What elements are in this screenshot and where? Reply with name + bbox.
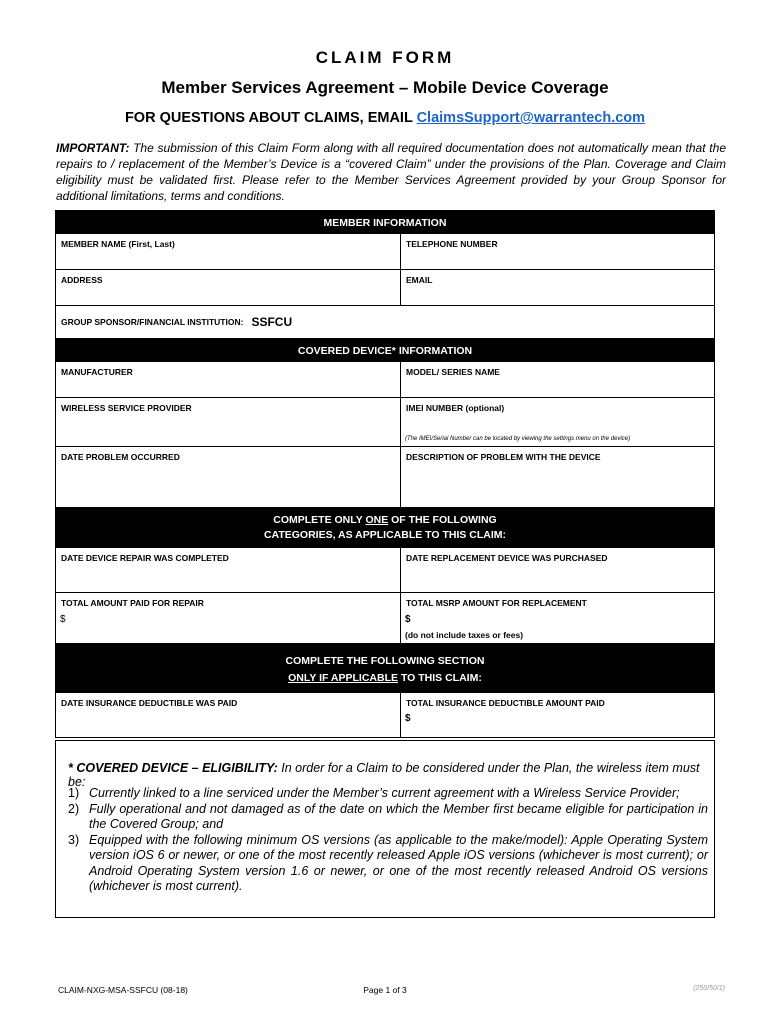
telephone-label: TELEPHONE NUMBER (406, 239, 498, 249)
deductible-date-label: DATE INSURANCE DEDUCTIBLE WAS PAID (61, 698, 238, 708)
deductible-amount-label: TOTAL INSURANCE DEDUCTIBLE AMOUNT PAID (406, 698, 605, 708)
eligibility-box (55, 740, 715, 918)
email-field[interactable] (401, 270, 714, 305)
eligibility-intro: In order for a Claim to be considered under the Plan, the wireless item must be: (68, 761, 700, 789)
deductible-amount-field[interactable] (401, 693, 714, 737)
member-name-label: MEMBER NAME (First, Last) (61, 239, 175, 249)
replacement-date-field[interactable] (401, 548, 714, 592)
list-item: 1) Currently linked to a line serviced under the Member’s current agreement with a Wireless Service Provider; (68, 786, 680, 800)
repair-date-field[interactable] (56, 548, 401, 592)
member-information-header: MEMBER INFORMATION (56, 211, 714, 234)
wireless-provider-label: WIRELESS SERVICE PROVIDER (61, 403, 192, 413)
problem-description-label: DESCRIPTION OF PROBLEM WITH THE DEVICE (406, 452, 601, 462)
claims-email-link[interactable]: ClaimsSupport@warrantech.com (416, 110, 646, 126)
list-item: 3) Equipped with the following minimum OS versions (as applicable to the make/model): Apple Operating System version iOS 6 or newer, or one of the most recently released Apple iOS versions (whichever is most current); or Android Operating System version 1.6 or newer, or one of the most recently released Android OS versions (whichever is most current). (68, 832, 708, 893)
msrp-note: (do not include taxes or fees) (405, 630, 524, 640)
form-title: CLAIM FORM (315, 48, 455, 67)
form-subtitle: Member Services Agreement – Mobile Device Coverage (161, 78, 609, 97)
email-label: EMAIL (406, 275, 433, 285)
group-sponsor-field[interactable] (56, 310, 714, 334)
deductible-date-field[interactable] (56, 693, 401, 737)
list-item: 2) Fully operational and not damaged as of the date on which the Member first became eligible for participation in the Covered Group; and (68, 801, 708, 831)
msrp-currency: $ (405, 614, 411, 625)
member-name-field[interactable] (56, 234, 401, 269)
covered-device-header: COVERED DEVICE* INFORMATION (56, 338, 714, 362)
manufacturer-field[interactable] (56, 362, 401, 397)
important-text: The submission of this Claim Form along with all required documentation does not automatically mean that the repairs to / replacement of the Member’s Device is a “covered Claim” under the provisions of the Plan. Coverage and Claim eligibility must be validated first. Please refer to the Member Services Agreement provided by your Group Sponsor for additional limitations, terms and conditions. (56, 141, 726, 203)
categories-header: COMPLETE ONLY ONE OF THE FOLLOWING CATEGORIES, AS APPLICABLE TO THIS CLAIM: (56, 507, 714, 548)
manufacturer-label: MANUFACTURER (61, 367, 133, 377)
imei-field[interactable] (401, 398, 714, 446)
address-label: ADDRESS (61, 275, 103, 285)
imei-note: (The IMEI/Serial Number can be located by viewing the settings menu on the device) (405, 436, 631, 442)
msrp-amount-field[interactable] (401, 593, 714, 643)
date-problem-label: DATE PROBLEM OCCURRED (61, 452, 180, 462)
page-number: Page 1 of 3 (363, 985, 407, 995)
model-field[interactable] (401, 362, 714, 397)
problem-description-field[interactable] (401, 447, 714, 507)
wireless-provider-field[interactable] (56, 398, 401, 446)
address-field[interactable] (56, 270, 401, 305)
reference-code: (250/50/1) (693, 985, 725, 992)
form-code: CLAIM-NXG-MSA-SSFCU (08-18) (58, 985, 188, 995)
group-sponsor-label: GROUP SPONSOR/FINANCIAL INSTITUTION: (61, 317, 244, 327)
important-label: IMPORTANT: (56, 141, 130, 155)
claims-contact (0, 110, 770, 126)
repair-amount-label: TOTAL AMOUNT PAID FOR REPAIR (61, 598, 204, 608)
repair-amount-field[interactable] (56, 593, 401, 643)
eligibility-label: * COVERED DEVICE – ELIGIBILITY: (68, 761, 278, 775)
contact-prefix: FOR QUESTIONS ABOUT CLAIMS, EMAIL (124, 110, 413, 126)
repair-currency: $ (60, 614, 66, 625)
msrp-amount-label: TOTAL MSRP AMOUNT FOR REPLACEMENT (406, 598, 587, 608)
group-sponsor-value: SSFCU (251, 315, 293, 329)
date-problem-field[interactable] (56, 447, 401, 507)
important-notice (56, 140, 726, 204)
deductible-currency: $ (405, 713, 411, 724)
telephone-field[interactable] (401, 234, 714, 269)
insurance-header: COMPLETE THE FOLLOWING SECTION ONLY IF APPLICABLE TO THIS CLAIM: (56, 643, 714, 693)
claim-form-table (55, 210, 715, 738)
repair-date-label: DATE DEVICE REPAIR WAS COMPLETED (61, 553, 229, 563)
replacement-date-label: DATE REPLACEMENT DEVICE WAS PURCHASED (406, 553, 608, 563)
eligibility-list (68, 786, 708, 895)
imei-label: IMEI NUMBER (optional) (406, 403, 505, 413)
eligibility-heading (68, 761, 714, 789)
model-label: MODEL/ SERIES NAME (406, 367, 500, 377)
